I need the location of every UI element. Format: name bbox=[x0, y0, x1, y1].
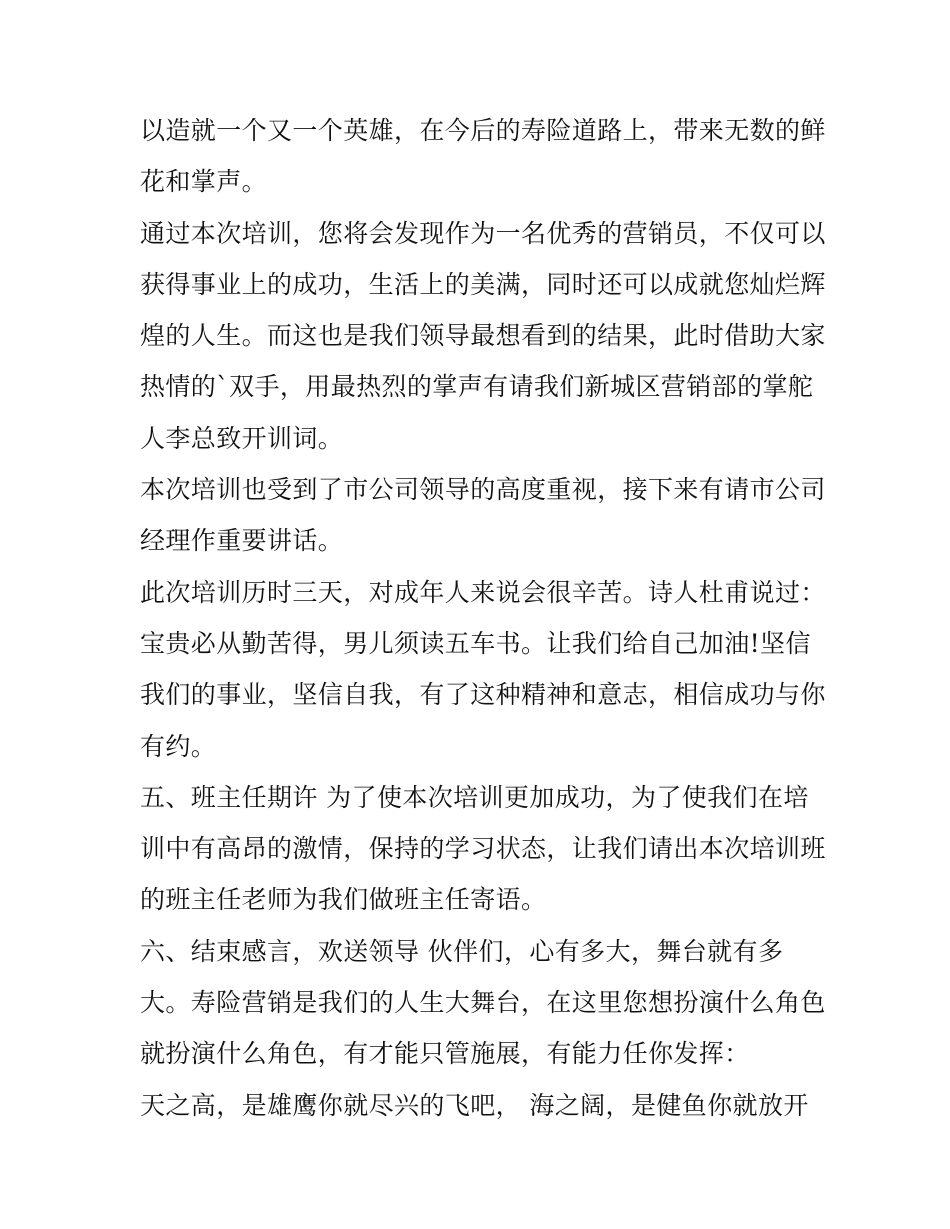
text-line: 的班主任老师为我们做班主任寄语。 bbox=[140, 885, 547, 915]
text-line: 我们的事业，坚信自我，有了这种精神和意志，相信成功与你 bbox=[140, 680, 826, 710]
text-line: 此次培训历时三天，对成年人来说会很辛苦。诗人杜甫说过： bbox=[140, 577, 826, 607]
text-line: 宝贵必从勤苦得，男儿须读五车书。让我们给自己加油!坚信 bbox=[140, 628, 811, 658]
text-line: 花和掌声。 bbox=[140, 167, 268, 197]
text-line: 煌的人生。而这也是我们领导最想看到的结果，此时借助大家 bbox=[140, 321, 826, 351]
text-line: 通过本次培训，您将会发现作为一名优秀的营销员，不仅可以 bbox=[140, 218, 826, 248]
text-line: 获得事业上的成功，生活上的美满，同时还可以成就您灿烂辉 bbox=[140, 269, 826, 299]
text-line: 五、班主任期许 为了使本次培训更加成功，为了使我们在培 bbox=[140, 782, 809, 812]
text-line: 人李总致开训词。 bbox=[140, 423, 344, 453]
text-line: 天之高，是雄鹰你就尽兴的飞吧， 海之阔，是健鱼你就放开 bbox=[140, 1090, 809, 1120]
body-text bbox=[140, 105, 826, 1131]
text-line: 训中有高昂的激情，保持的学习状态，让我们请出本次培训班 bbox=[140, 834, 826, 864]
text-line: 经理作重要讲话。 bbox=[140, 526, 344, 556]
text-line: 本次培训也受到了市公司领导的高度重视，接下来有请市公司 bbox=[140, 475, 826, 505]
text-line: 就扮演什么角色，有才能只管施展，有能力任你发挥： bbox=[140, 1039, 750, 1069]
text-line: 热情的`双手，用最热烈的掌声有请我们新城区营销部的掌舵 bbox=[140, 372, 814, 402]
text-line: 大。寿险营销是我们的人生大舞台，在这里您想扮演什么角色 bbox=[140, 988, 826, 1018]
text-line: 六、结束感言，欢送领导 伙伴们，心有多大，舞台就有多 bbox=[140, 936, 784, 966]
text-line: 以造就一个又一个英雄，在今后的寿险道路上，带来无数的鲜 bbox=[140, 116, 826, 145]
text-line: 有约。 bbox=[140, 731, 217, 761]
